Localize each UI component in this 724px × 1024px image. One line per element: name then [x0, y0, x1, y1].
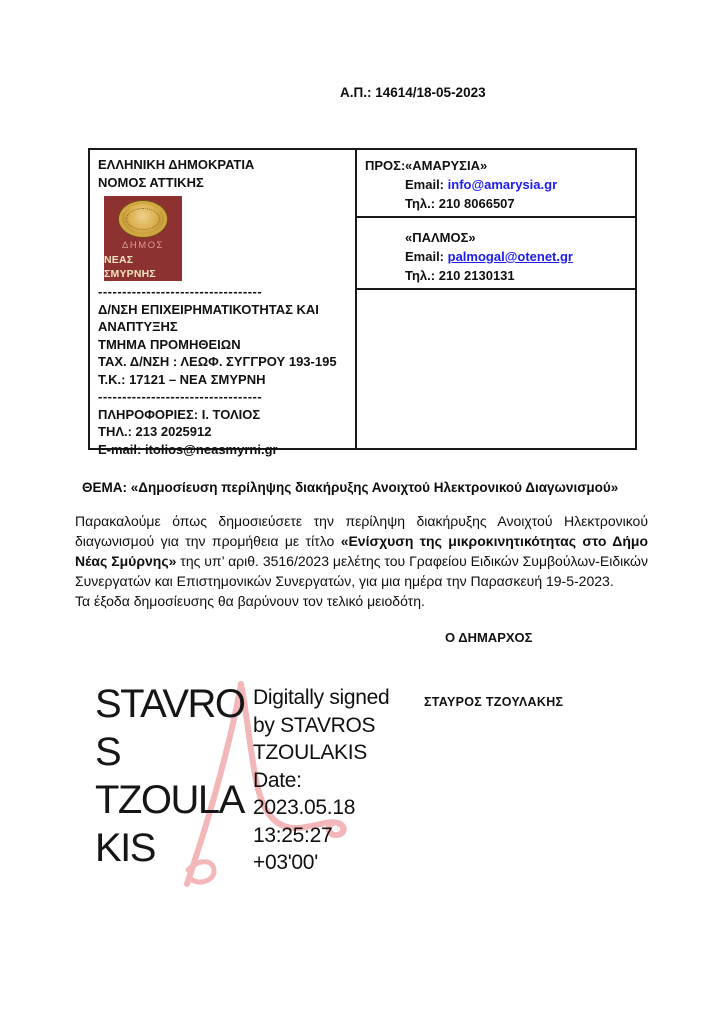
body-intro: Παρακαλούμε όπως δημοσιεύσετε την περίληψη διακήρυξης Ανοιχτού Ηλεκτρονικού διαγωνισμού για την προμήθεια με τίτλο	[75, 513, 648, 549]
signature-detail-line: +03'00'	[253, 851, 318, 874]
signer-name-greek: ΣΤΑΥΡΟΣ ΤΖΟΥΛΑΚΗΣ	[424, 695, 564, 709]
recipient-name: «ΠΑΛΜΟΣ»	[405, 230, 476, 245]
signature-name-line: TZOULA	[95, 778, 244, 822]
recipient-palmos	[405, 228, 635, 285]
sender-phone: ΤΗΛ.: 213 2025912	[98, 424, 212, 440]
body-contract-title: «Ενίσχυση της μικροκινητικότητας στο Δήμο Νέας Σμύρνης»	[75, 533, 648, 569]
signature-detail-line: 2023.05.18	[253, 796, 356, 819]
email-label: Email:	[405, 177, 445, 192]
sender-cell	[90, 150, 357, 458]
sender-country: ΕΛΛΗΝΙΚΗ ΔΗΜΟΚΡΑΤΙΑ	[98, 157, 255, 172]
sender-prefecture: ΝΟΜΟΣ ΑΤΤΙΚΗΣ	[98, 174, 204, 190]
recipient-email-row	[405, 175, 635, 194]
recipient-name: «ΑΜΑΡΥΣΙΑ»	[405, 158, 488, 173]
recipient-email-link[interactable]: palmogal@otenet.gr	[447, 249, 573, 264]
phone-label: Τηλ.:	[405, 196, 436, 211]
header-table	[88, 148, 637, 458]
sender-email: itolios@neasmyrni.gr	[144, 442, 278, 458]
divider-dashes: ----------------------------------	[98, 389, 263, 405]
registered-trademark-symbol: ®	[337, 822, 346, 836]
sender-directorate: Δ/ΝΣΗ ΕΠΙΧΕΙΡΗΜΑΤΙΚΟΤΗΤΑΣ ΚΑΙ ΑΝΑΠΤΥΞΗΣ	[98, 301, 319, 335]
phone-label: Τηλ.:	[405, 268, 436, 283]
body-rest: της υπ’ αριθ. 3516/2023 μελέτης του Γραφείου Ειδικών Συμβούλων-Ειδικών Συνεργατών και Επιστημονικών Συνεργατών, για μια ημέρα την Παρασκευή 19-5-2023.	[75, 553, 648, 589]
signature-name-line: S	[95, 730, 121, 774]
municipality-logo	[104, 196, 182, 281]
sender-contact-person: ΠΛΗΡΟΦΟΡΙΕΣ: Ι. ΤΟΛΙΟΣ	[98, 406, 261, 422]
recipient-email-row	[405, 247, 635, 266]
body-paragraph	[75, 511, 648, 611]
recipient-phone: 210 8066507	[438, 196, 515, 211]
logo-caption-dimos: ΔΗΜΟΣ	[122, 239, 164, 251]
email-label: Email:	[405, 249, 445, 264]
sender-department: ΤΜΗΜΑ ΠΡΟΜΗΘΕΙΩΝ	[98, 336, 241, 352]
recipient-email-link[interactable]: info@amarysia.gr	[447, 177, 558, 192]
divider-dashes: ----------------------------------	[98, 284, 263, 300]
reference-number: Α.Π.: 14614/18-05-2023	[340, 85, 486, 100]
recipients-label: ΠΡΟΣ:	[365, 158, 406, 173]
signature-name-line: STAVRO	[95, 682, 245, 726]
digital-signature-details	[253, 684, 389, 877]
signature-name-line: KIS	[95, 826, 155, 870]
logo-caption-neas-smyrnis: ΝΕΑΣ ΣΜΥΡΝΗΣ	[104, 253, 156, 280]
sender-postal: Τ.Κ.: 17121 – ΝΕΑ ΣΜΥΡΝΗ	[98, 371, 266, 387]
sender-email-row	[98, 441, 347, 459]
recipient-amarysia	[405, 156, 635, 213]
body-closing-line: Τα έξοδα δημοσίευσης θα βαρύνουν τον τελικό μειοδότη.	[75, 593, 425, 609]
signature-detail-line: Date:	[253, 768, 302, 792]
recipient-phone: 210 2130131	[438, 268, 515, 283]
recipient-separator-line	[357, 216, 635, 218]
recipient-separator-line	[357, 288, 635, 290]
recipients-cell	[357, 150, 635, 448]
municipality-coin-emblem	[119, 201, 167, 237]
recipient-phone-row	[405, 194, 635, 213]
signature-detail-line: by STAVROS	[253, 713, 376, 737]
signature-detail-line: TZOULAKIS	[253, 741, 367, 764]
subject-line: ΘΕΜΑ: «Δημοσίευση περίληψης διακήρυξης Ανοιχτού Ηλεκτρονικού Διαγωνισμού»	[82, 480, 619, 495]
sender-email-label: E-mail:	[98, 442, 142, 458]
signature-name-large	[95, 680, 245, 872]
mayor-title: Ο ΔΗΜΑΡΧΟΣ	[445, 630, 533, 645]
signature-detail-line: 13:25:27	[253, 823, 333, 847]
signature-detail-line: Digitally signed	[253, 686, 390, 709]
sender-address: ΤΑΧ. Δ/ΝΣΗ : ΛΕΩΦ. ΣΥΓΓΡΟΥ 193-195	[98, 354, 337, 370]
recipient-phone-row	[405, 266, 635, 285]
